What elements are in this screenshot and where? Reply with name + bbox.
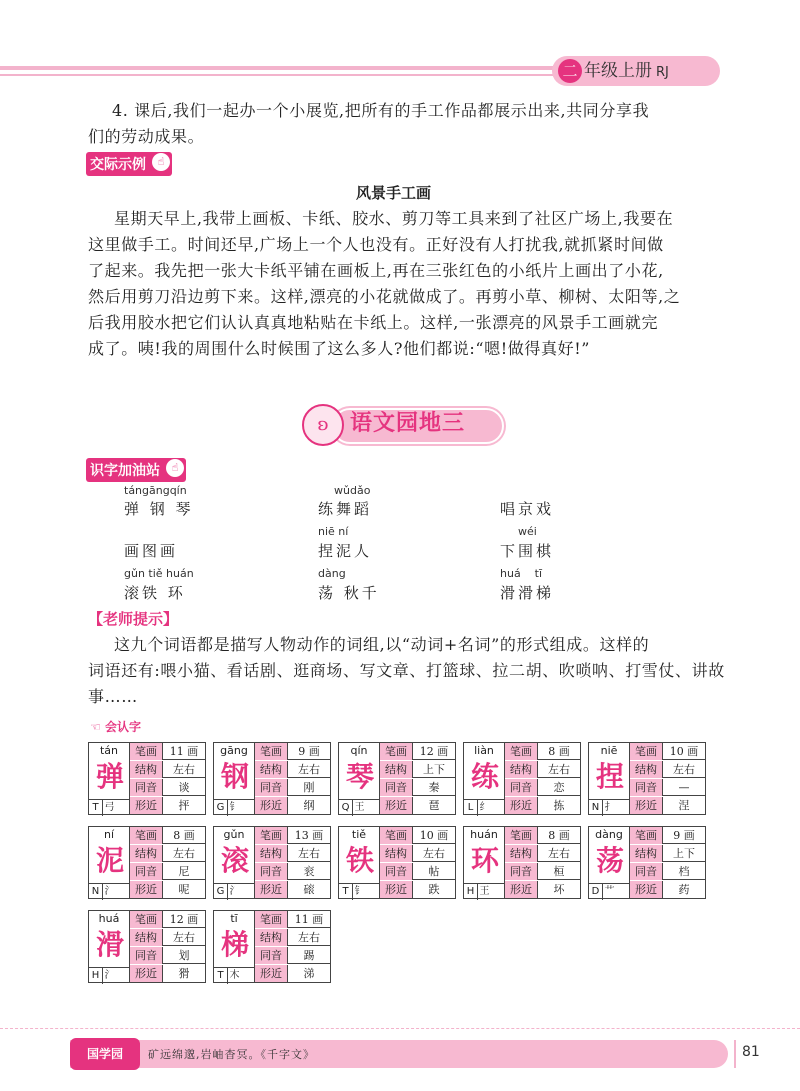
footer-dashed-rule — [0, 1028, 800, 1029]
card-pinyin: gǔn — [223, 828, 245, 841]
card-label-similar: 形近 — [505, 797, 538, 814]
character-card — [88, 826, 206, 899]
card-row-strokes — [505, 827, 581, 844]
example-line-4: 然后用剪刀沿边剪下来。这样,漂亮的小花就做成了。再剪小草、柳树、太阳等,之 — [88, 287, 681, 306]
card-grid — [254, 911, 331, 982]
card-label-strokes: 笔画 — [130, 743, 163, 760]
card-structure: 左右 — [173, 847, 195, 860]
card-initial: H — [89, 968, 103, 984]
character-card — [88, 742, 206, 815]
card-similar: 药 — [678, 883, 690, 896]
card-label-similar: 形近 — [130, 965, 163, 982]
card-label-homophone: 同音 — [630, 779, 663, 796]
grade-text: 年级上册 — [584, 61, 652, 81]
card-row-similar — [130, 881, 206, 898]
card-grid — [129, 827, 206, 898]
card-row-homophone — [255, 947, 331, 964]
card-row-similar — [255, 965, 331, 982]
card-grid — [629, 743, 706, 814]
card-strokes: 10 画 — [419, 829, 449, 842]
card-index — [214, 883, 254, 900]
card-homophone: 秦 — [428, 781, 440, 794]
card-row-structure — [630, 845, 706, 862]
card-row-structure — [505, 761, 581, 778]
card-label-structure: 结构 — [380, 845, 413, 862]
header-rule-bottom — [0, 74, 560, 76]
card-label-homophone: 同音 — [630, 863, 663, 880]
teacher-tip-line-3: 事…… — [88, 687, 138, 706]
card-structure: 左右 — [298, 847, 320, 860]
teacher-tip-label: 【老师提示】 — [88, 610, 179, 628]
card-row-similar — [630, 797, 706, 814]
bunny-mascot-icon: ʚ — [302, 404, 344, 446]
card-similar: 琶 — [428, 799, 440, 812]
pinyin-r3c3: huá tī — [500, 567, 543, 580]
card-initial: T — [89, 800, 103, 816]
card-row-structure — [130, 845, 206, 862]
card-initial: G — [214, 884, 228, 900]
card-strokes: 8 画 — [173, 829, 195, 842]
card-label-similar: 形近 — [255, 797, 288, 814]
card-character: 滑 — [95, 928, 124, 961]
footer-quote: 矿远绵邈,岩岫杳冥。《千字文》 — [148, 1048, 315, 1061]
character-card — [213, 910, 331, 983]
card-label-homophone: 同音 — [505, 863, 538, 880]
card-homophone: 划 — [178, 949, 190, 962]
card-grid — [254, 743, 331, 814]
card-grid — [379, 743, 456, 814]
card-row-similar — [130, 965, 206, 982]
card-row-structure — [630, 761, 706, 778]
pinyin-r2c2: niē ní — [318, 525, 349, 538]
hand-pointer-icon: ☜ — [90, 720, 101, 734]
card-radical: 王 — [479, 886, 490, 897]
card-pinyin: ní — [103, 828, 115, 841]
card-label-similar: 形近 — [380, 797, 413, 814]
card-structure: 左右 — [673, 763, 695, 776]
card-row-similar — [380, 881, 456, 898]
example-line-3: 了起来。我先把一张大卡纸平铺在画板上,再在三张红色的小纸片上画出了小花, — [88, 261, 664, 280]
example-tag-text: 交际示例 — [90, 157, 146, 173]
card-row-strokes — [255, 911, 331, 928]
card-pinyin: huá — [98, 912, 120, 925]
character-card — [463, 742, 581, 815]
card-homophone: — — [678, 781, 690, 794]
card-label-strokes: 笔画 — [505, 743, 538, 760]
paragraph-4-line-1: 4. 课后,我们一起办一个小展览,把所有的手工作品都展示出来,共同分享我 — [112, 101, 650, 120]
card-homophone: 帖 — [428, 865, 440, 878]
card-label-strokes: 笔画 — [130, 911, 163, 928]
card-row-structure — [255, 761, 331, 778]
card-label-structure: 结构 — [130, 761, 163, 778]
card-label-strokes: 笔画 — [255, 743, 288, 760]
card-label-strokes: 笔画 — [255, 911, 288, 928]
card-label-similar: 形近 — [255, 881, 288, 898]
card-structure: 左右 — [298, 763, 320, 776]
word-r1c1: 弹 钢 琴 — [124, 500, 194, 518]
card-row-strokes — [130, 911, 206, 928]
card-structure: 左右 — [548, 847, 570, 860]
card-row-strokes — [255, 827, 331, 844]
card-initial: L — [464, 800, 478, 816]
card-row-homophone — [505, 863, 581, 880]
card-radical: 氵 — [229, 886, 240, 897]
teacher-tip-line-2: 词语还有:喂小猫、看话剧、逛商场、写文章、打篮球、拉二胡、吹唢呐、打雪仗、讲故 — [88, 661, 725, 680]
card-row-strokes — [130, 743, 206, 760]
example-title: 风景手工画 — [356, 184, 432, 202]
card-row-strokes — [505, 743, 581, 760]
card-label-structure: 结构 — [380, 761, 413, 778]
page-number: 81 — [742, 1044, 760, 1060]
card-label-similar: 形近 — [630, 797, 663, 814]
card-strokes: 8 画 — [548, 829, 570, 842]
hand-pointer-icon: ☝ — [166, 459, 184, 477]
card-index — [589, 799, 629, 816]
card-radical: 钅 — [229, 802, 240, 813]
card-label-homophone: 同音 — [130, 779, 163, 796]
card-index — [339, 883, 379, 900]
card-structure: 左右 — [548, 763, 570, 776]
card-initial: H — [464, 884, 478, 900]
card-similar: 拣 — [553, 799, 565, 812]
card-initial: T — [214, 968, 228, 984]
card-similar: 涅 — [678, 799, 690, 812]
card-similar: 猾 — [178, 967, 190, 980]
card-label-strokes: 笔画 — [380, 827, 413, 844]
pinyin-r2c3: wéi — [518, 525, 537, 538]
section-banner — [302, 404, 498, 444]
card-row-homophone — [130, 779, 206, 796]
card-radical: 木 — [229, 970, 240, 981]
word-r2c2: 捏泥人 — [318, 542, 373, 560]
card-strokes: 12 画 — [169, 913, 199, 926]
card-label-structure: 结构 — [130, 845, 163, 862]
word-r2c1: 画图画 — [124, 542, 179, 560]
card-row-similar — [505, 797, 581, 814]
card-label-homophone: 同音 — [255, 863, 288, 880]
word-r2c3: 下围棋 — [500, 542, 555, 560]
card-homophone: 桓 — [553, 865, 565, 878]
card-label-structure: 结构 — [505, 761, 538, 778]
card-label-structure: 结构 — [505, 845, 538, 862]
card-label-strokes: 笔画 — [505, 827, 538, 844]
card-radical: 艹 — [604, 886, 615, 897]
card-row-homophone — [630, 779, 706, 796]
card-structure: 左右 — [173, 931, 195, 944]
card-index — [589, 883, 629, 900]
word-r1c2: 练舞蹈 — [318, 500, 373, 518]
character-card — [213, 742, 331, 815]
card-label-homophone: 同音 — [255, 947, 288, 964]
card-row-strokes — [255, 743, 331, 760]
example-line-2: 这里做手工。时间还早,广场上一个人也没有。正好没有人打扰我,就抓紧时间做 — [88, 235, 664, 254]
card-grid — [129, 911, 206, 982]
card-pinyin: gāng — [220, 744, 248, 757]
pinyin-r1c1: tángāngqín — [124, 484, 187, 497]
card-row-strokes — [380, 827, 456, 844]
card-label-similar: 形近 — [505, 881, 538, 898]
card-label-structure: 结构 — [630, 761, 663, 778]
card-structure: 上下 — [423, 763, 445, 776]
card-row-structure — [505, 845, 581, 862]
card-label-homophone: 同音 — [130, 947, 163, 964]
card-row-homophone — [130, 947, 206, 964]
card-radical: 钅 — [354, 886, 365, 897]
card-character: 泥 — [95, 844, 124, 877]
card-index — [214, 799, 254, 816]
word-r3c3: 滑滑梯 — [500, 584, 555, 602]
card-label-structure: 结构 — [630, 845, 663, 862]
card-structure: 左右 — [298, 931, 320, 944]
card-row-homophone — [380, 863, 456, 880]
card-strokes: 9 画 — [673, 829, 695, 842]
card-index — [89, 799, 129, 816]
card-pinyin: niē — [600, 744, 618, 757]
card-grid — [254, 827, 331, 898]
card-row-similar — [630, 881, 706, 898]
card-character: 练 — [470, 760, 499, 793]
card-row-structure — [130, 929, 206, 946]
card-index — [214, 967, 254, 984]
card-row-homophone — [255, 779, 331, 796]
card-label-structure: 结构 — [255, 761, 288, 778]
card-structure: 左右 — [173, 763, 195, 776]
card-index — [89, 883, 129, 900]
card-index — [89, 967, 129, 984]
card-label-strokes: 笔画 — [630, 827, 663, 844]
card-strokes: 9 画 — [298, 745, 320, 758]
card-radical: 弓 — [104, 802, 115, 813]
card-label-similar: 形近 — [130, 797, 163, 814]
card-label-structure: 结构 — [255, 929, 288, 946]
card-row-similar — [255, 797, 331, 814]
card-homophone: 谈 — [178, 781, 190, 794]
banner-title: 语文园地三 — [350, 411, 466, 436]
word-r3c1: 滚铁 环 — [124, 584, 186, 602]
character-card — [338, 742, 456, 815]
card-grid — [504, 827, 581, 898]
literacy-tag-text: 识字加油站 — [90, 463, 160, 479]
card-row-similar — [380, 797, 456, 814]
character-card — [338, 826, 456, 899]
card-row-homophone — [130, 863, 206, 880]
recognize-label-text: 会认字 — [104, 720, 141, 734]
card-label-similar: 形近 — [630, 881, 663, 898]
card-radical: 氵 — [104, 886, 115, 897]
example-line-6: 成了。咦!我的周围什么时候围了这么多人?他们都说:“嗯!做得真好!” — [88, 339, 591, 358]
card-row-structure — [255, 929, 331, 946]
page-number-divider — [734, 1040, 736, 1068]
card-similar: 坏 — [553, 883, 565, 896]
hand-pointer-icon: ☝ — [152, 153, 170, 171]
card-pinyin: huán — [470, 828, 498, 841]
literacy-tag — [86, 458, 186, 482]
paragraph-4-line-2: 们的劳动成果。 — [88, 127, 205, 146]
card-radical: 纟 — [479, 802, 490, 813]
header-rule-top — [0, 66, 560, 70]
card-index — [464, 883, 504, 900]
card-row-homophone — [505, 779, 581, 796]
card-character: 滚 — [220, 844, 249, 877]
card-initial: T — [339, 884, 353, 900]
card-grid — [504, 743, 581, 814]
card-row-similar — [505, 881, 581, 898]
example-tag — [86, 152, 172, 176]
card-grid — [629, 827, 706, 898]
card-homophone: 踢 — [303, 949, 315, 962]
card-strokes: 11 画 — [294, 913, 324, 926]
card-radical: 氵 — [104, 970, 115, 981]
card-strokes: 12 画 — [419, 745, 449, 758]
card-radical: 扌 — [604, 802, 615, 813]
card-character: 铁 — [345, 844, 374, 877]
card-initial: D — [589, 884, 603, 900]
card-row-strokes — [130, 827, 206, 844]
card-pinyin: tiě — [351, 828, 367, 841]
card-index — [339, 799, 379, 816]
card-label-homophone: 同音 — [380, 863, 413, 880]
card-grid — [129, 743, 206, 814]
card-row-structure — [380, 761, 456, 778]
card-label-homophone: 同音 — [255, 779, 288, 796]
card-similar: 抨 — [178, 799, 190, 812]
card-similar: 呢 — [178, 883, 190, 896]
card-label-similar: 形近 — [255, 965, 288, 982]
card-label-homophone: 同音 — [380, 779, 413, 796]
card-homophone: 衮 — [303, 865, 315, 878]
card-label-homophone: 同音 — [130, 863, 163, 880]
card-pinyin: dàng — [595, 828, 623, 841]
card-homophone: 尼 — [178, 865, 190, 878]
card-label-homophone: 同音 — [505, 779, 538, 796]
character-card — [463, 826, 581, 899]
card-strokes: 8 画 — [548, 745, 570, 758]
card-row-structure — [380, 845, 456, 862]
card-pinyin: tī — [230, 912, 238, 925]
card-label-strokes: 笔画 — [380, 743, 413, 760]
card-pinyin: liàn — [474, 744, 494, 757]
card-row-strokes — [630, 743, 706, 760]
card-pinyin: tán — [99, 744, 119, 757]
card-character: 钢 — [220, 760, 249, 793]
card-homophone: 刚 — [303, 781, 315, 794]
card-homophone: 恋 — [553, 781, 565, 794]
card-character: 弹 — [95, 760, 124, 793]
card-label-strokes: 笔画 — [255, 827, 288, 844]
example-line-5: 后我用胶水把它们认认真真地粘贴在卡纸上。这样,一张漂亮的风景手工画就完 — [88, 313, 659, 332]
card-grid — [379, 827, 456, 898]
teacher-tip-line-1: 这九个词语都是描写人物动作的词组,以“动词+名词”的形式组成。这样的 — [114, 635, 650, 654]
card-initial: G — [214, 800, 228, 816]
card-character: 环 — [470, 844, 499, 877]
card-strokes: 13 画 — [294, 829, 324, 842]
card-initial: Q — [339, 800, 353, 816]
card-similar: 涕 — [303, 967, 315, 980]
word-r1c3: 唱京戏 — [500, 500, 555, 518]
grade-label — [552, 56, 720, 86]
card-structure: 左右 — [423, 847, 445, 860]
grade-circle: 二 — [558, 59, 582, 83]
card-character: 梯 — [220, 928, 249, 961]
card-index — [464, 799, 504, 816]
character-card — [88, 910, 206, 983]
card-label-similar: 形近 — [130, 881, 163, 898]
recognize-label — [90, 718, 141, 735]
card-label-strokes: 笔画 — [130, 827, 163, 844]
card-initial: N — [89, 884, 103, 900]
footer-badge: 国学园 — [70, 1038, 140, 1070]
edition-label: RJ — [656, 65, 669, 80]
card-similar: 跌 — [428, 883, 440, 896]
card-label-similar: 形近 — [380, 881, 413, 898]
card-character: 琴 — [345, 760, 374, 793]
card-label-structure: 结构 — [130, 929, 163, 946]
card-row-strokes — [380, 743, 456, 760]
character-card — [588, 826, 706, 899]
card-row-similar — [255, 881, 331, 898]
card-strokes: 10 画 — [669, 745, 699, 758]
card-row-strokes — [630, 827, 706, 844]
card-structure: 上下 — [673, 847, 695, 860]
card-strokes: 11 画 — [169, 745, 199, 758]
card-label-structure: 结构 — [255, 845, 288, 862]
card-row-homophone — [255, 863, 331, 880]
card-radical: 王 — [354, 802, 365, 813]
card-similar: 纲 — [303, 799, 315, 812]
card-row-structure — [255, 845, 331, 862]
card-row-homophone — [630, 863, 706, 880]
card-row-structure — [130, 761, 206, 778]
card-row-homophone — [380, 779, 456, 796]
word-r3c2: 荡 秋千 — [318, 584, 380, 602]
pinyin-r3c1: gǔn tiě huán — [124, 567, 194, 580]
card-initial: N — [589, 800, 603, 816]
character-card — [213, 826, 331, 899]
card-homophone: 档 — [678, 865, 690, 878]
example-line-1: 星期天早上,我带上画板、卡纸、胶水、剪刀等工具来到了社区广场上,我要在 — [114, 209, 674, 228]
character-card — [588, 742, 706, 815]
card-row-similar — [130, 797, 206, 814]
card-label-strokes: 笔画 — [630, 743, 663, 760]
card-similar: 磙 — [303, 883, 315, 896]
card-character: 荡 — [595, 844, 624, 877]
pinyin-r3c2: dàng — [318, 567, 346, 580]
pinyin-r1c2: wǔdǎo — [334, 484, 371, 497]
card-pinyin: qín — [350, 744, 368, 757]
card-character: 捏 — [595, 760, 624, 793]
